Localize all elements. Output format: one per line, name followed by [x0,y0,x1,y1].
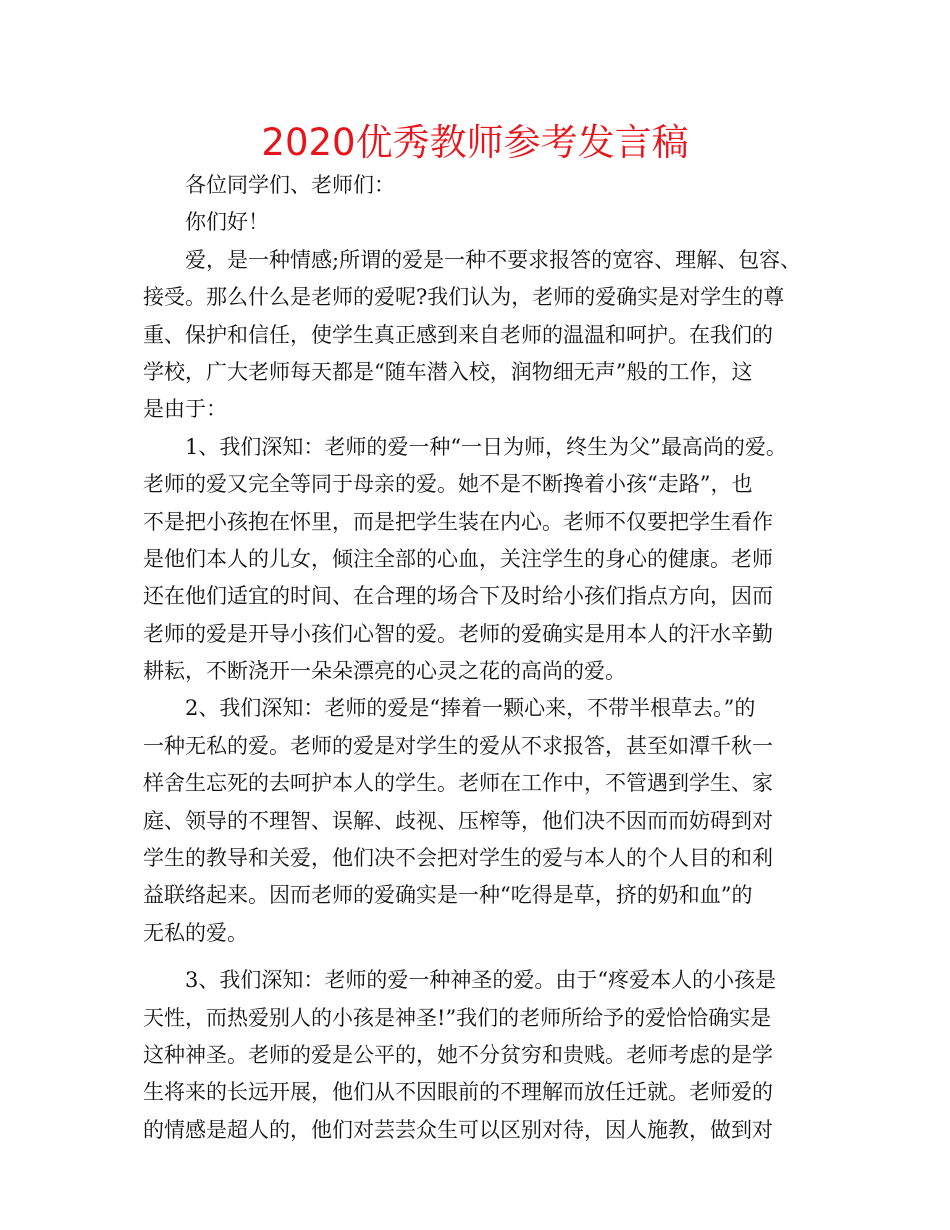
paragraph [143,204,813,241]
text-line: 还在他们适宜的时间、在合理的场合下及时给小孩们指点方向，因而 [143,584,773,609]
text-line: 耕耘，不断浇开一朵朵漂亮的心灵之花的高尚的爱。 [143,659,626,684]
text-line: 是他们本人的儿女，倾注全部的心血，关注学生的身心的健康。老师 [143,546,773,571]
paragraph [143,962,813,1149]
text-line: 不是把小孩抱在怀里，而是把学生装在内心。老师不仅要把学生看作 [143,509,773,534]
text-line: 一种无私的爱。老师的爱是对学生的爱从不求报答，甚至如潭千秋一 [143,733,773,758]
text-line: 爱，是一种情感;所谓的爱是一种不要求报答的宽容、理解、包容、 [185,247,802,272]
text-line: 老师的爱是开导小孩们心智的爱。老师的爱确实是用本人的汗水辛勤 [143,621,773,646]
text-line: 接受。那么什么是老师的爱呢?我们认为，老师的爱确实是对学生的尊 [143,285,785,310]
text-line: 庭、领导的不理智、误解、歧视、压榨等，他们决不因而而妨碍到对 [143,808,773,833]
paragraph [143,167,813,204]
document-title: 2020优秀教师参考发言稿 [261,121,689,164]
text-line: 老师的爱又完全等同于母亲的爱。她不是不断搀着小孩“走路”，也 [143,472,753,497]
text-line: 益联络起来。因而老师的爱确实是一种“吃得是草，挤的奶和血”的 [143,883,753,908]
paragraph [143,242,813,429]
paragraph-spacer [143,952,813,962]
text-line: 3、我们深知：老师的爱一种神圣的爱。由于“疼爱本人的小孩是 [185,968,777,993]
text-line: 生将来的长远开展，他们从不因眼前的不理解而放任迁就。老师爱的 [143,1080,773,1105]
text-line: 的情感是超人的，他们对芸芸众生可以区别对待，因人施教，做到对 [143,1117,773,1142]
text-line: 学生的教导和关爱，他们决不会把对学生的爱与本人的个人目的和利 [143,846,773,871]
text-line: 学校，广大老师每天都是“随车潜入校，润物细无声”般的工作，这 [143,359,753,384]
text-line: 2、我们深知：老师的爱是“捧着一颗心来，不带半根草去。”的 [185,696,756,721]
document-body [143,167,813,1149]
paragraph [143,690,813,952]
paragraph [143,429,813,691]
text-line: 无私的爱。 [143,920,248,945]
text-line: 这种神圣。老师的爱是公平的，她不分贫穷和贵贱。老师考虑的是学 [143,1042,773,1067]
text-line: 样舍生忘死的去呵护本人的学生。老师在工作中，不管遇到学生、家 [143,771,773,796]
text-line: 你们好！ [185,210,269,235]
text-line: 1、我们深知：老师的爱一种“一日为师，终生为父”最高尚的爱。 [185,434,787,459]
text-line: 是由于： [143,397,227,422]
text-line: 各位同学们、老师们： [185,173,395,197]
text-line: 重、保护和信任，使学生真正感到来自老师的温温和呵护。在我们的 [143,322,773,347]
text-line: 天性，而热爱别人的小孩是神圣!”我们的老师所给予的爱恰恰确实是 [143,1005,772,1030]
